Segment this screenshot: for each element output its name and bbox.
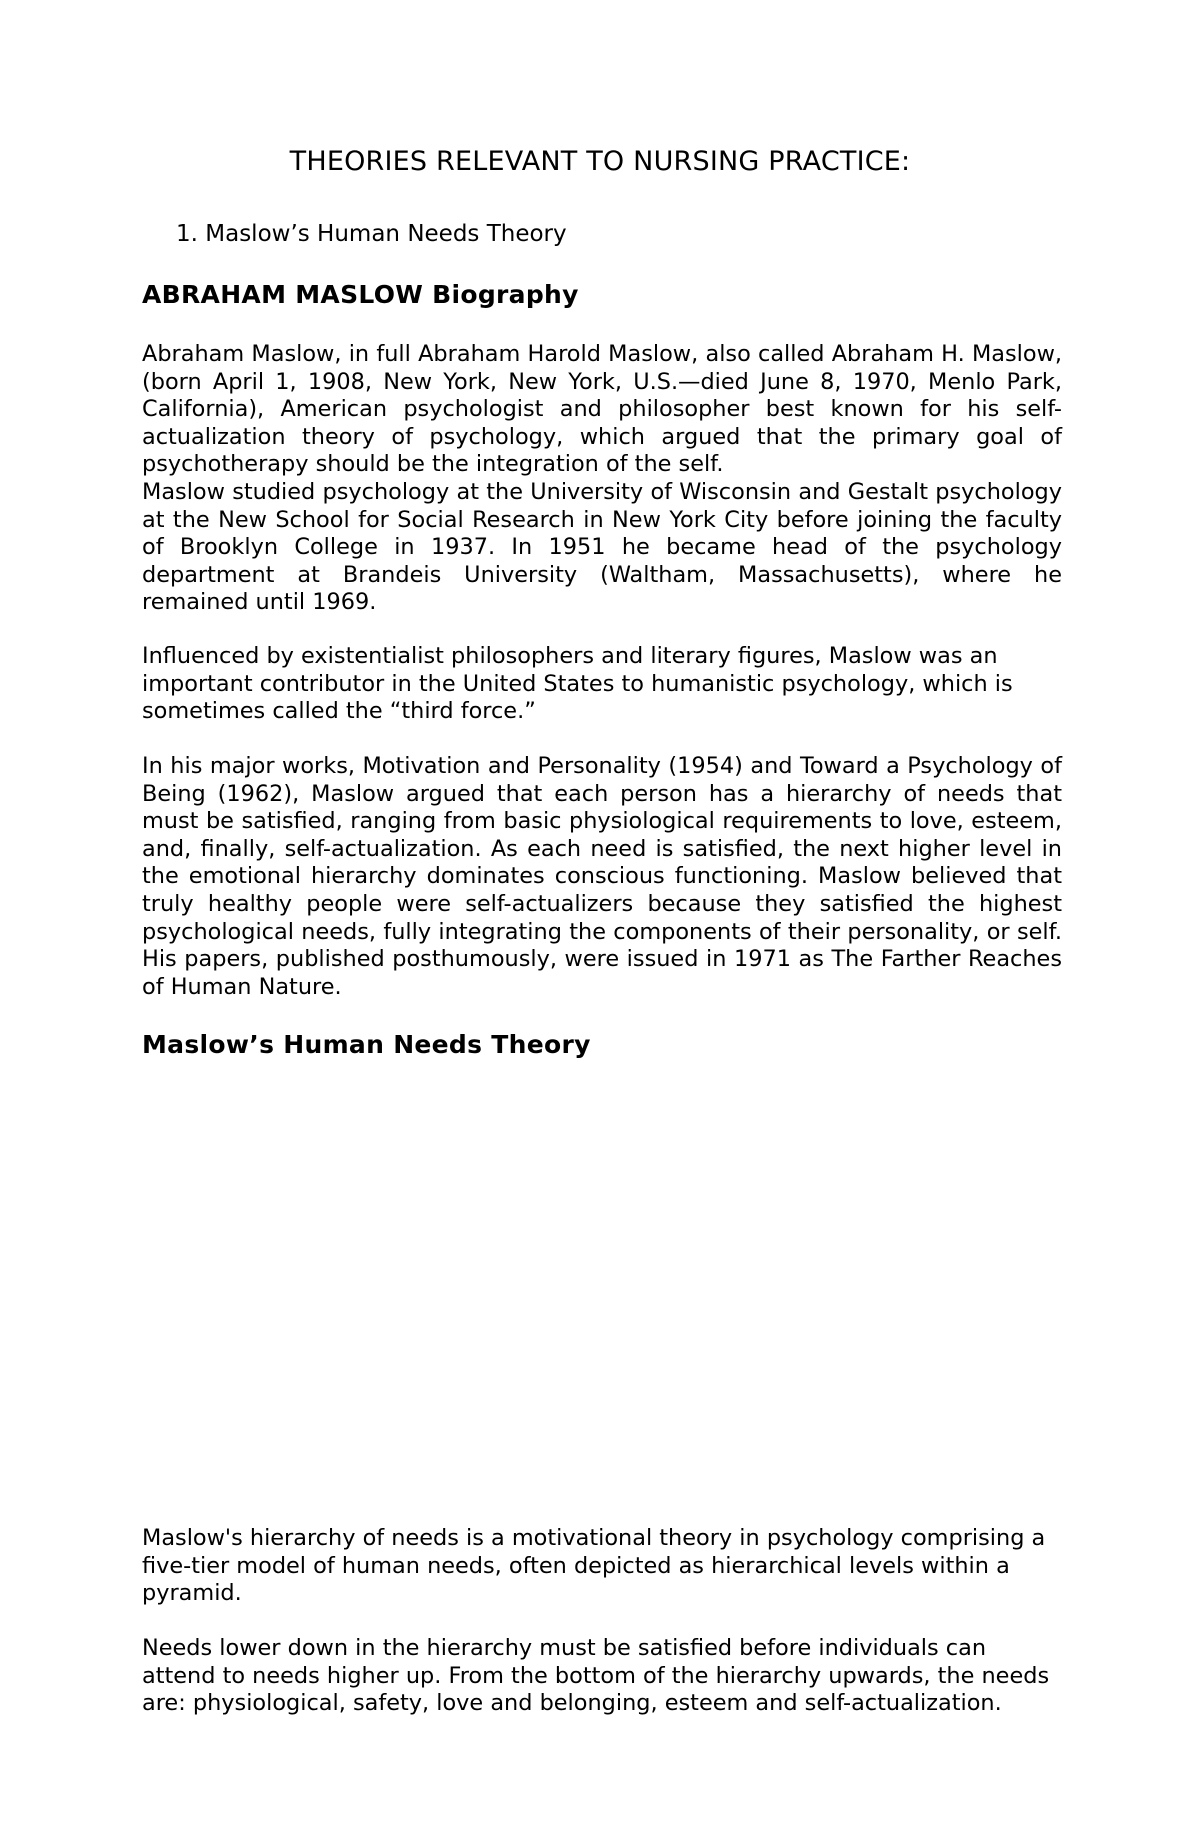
theory-heading: Maslow’s Human Needs Theory [142, 1030, 591, 1059]
major-works-paragraph: In his major works, Motivation and Personality (1954) and Toward a Psychology of Being (1962), Maslow argued that each person has a hierarchy of needs that must be satisfied, ranging from basic physiological requirements to love, esteem, and, finally, self-actualization. As each need is satisfied, the next higher level in the emotional hierarchy dominates conscious functioning. Maslow believed that truly healthy people were self-actualizers because they satisfied the highest psychological needs, fully integrating the components of their personality, or self. His papers, published posthumously, were issued in 1971 as The Farther Reaches of Human Nature. [142, 753, 1062, 1000]
biography-heading: ABRAHAM MASLOW Biography [142, 280, 579, 309]
influence-paragraph: Influenced by existentialist philosophers and literary figures, Maslow was an important contributor in the United States to humanistic psychology, which is sometimes called the “third force.” [142, 643, 1013, 725]
hierarchy-paragraph: Maslow's hierarchy of needs is a motivational theory in psychology comprising a five-tier model of human needs, often depicted as hierarchical levels within a pyramid. [142, 1525, 1046, 1607]
document-title: THEORIES RELEVANT TO NURSING PRACTICE: [289, 146, 911, 177]
blank-figure-area [142, 1080, 1062, 1500]
biography-paragraph: Abraham Maslow, in full Abraham Harold Maslow, also called Abraham H. Maslow, (born April 1, 1908, New York, New York, U.S.—died June 8, 1970, Menlo Park, California), American psychologist and philosopher best known for his self-actualization theory of psychology, which argued that the primary goal of psychotherapy should be the integration of the self. [142, 341, 1062, 478]
theory-list-item: 1. Maslow’s Human Needs Theory [176, 221, 567, 247]
needs-order-paragraph: Needs lower down in the hierarchy must be satisfied before individuals can attend to needs higher up. From the bottom of the hierarchy upwards, the needs are: physiological, safety, love and belonging, esteem and self-actualization. [142, 1635, 1050, 1717]
education-paragraph: Maslow studied psychology at the University of Wisconsin and Gestalt psychology at the New School for Social Research in New York City before joining the faculty of Brooklyn College in 1937. In 1951 he became head of the psychology department at Brandeis University (Waltham, Massachusetts), where he remained until 1969. [142, 479, 1062, 616]
